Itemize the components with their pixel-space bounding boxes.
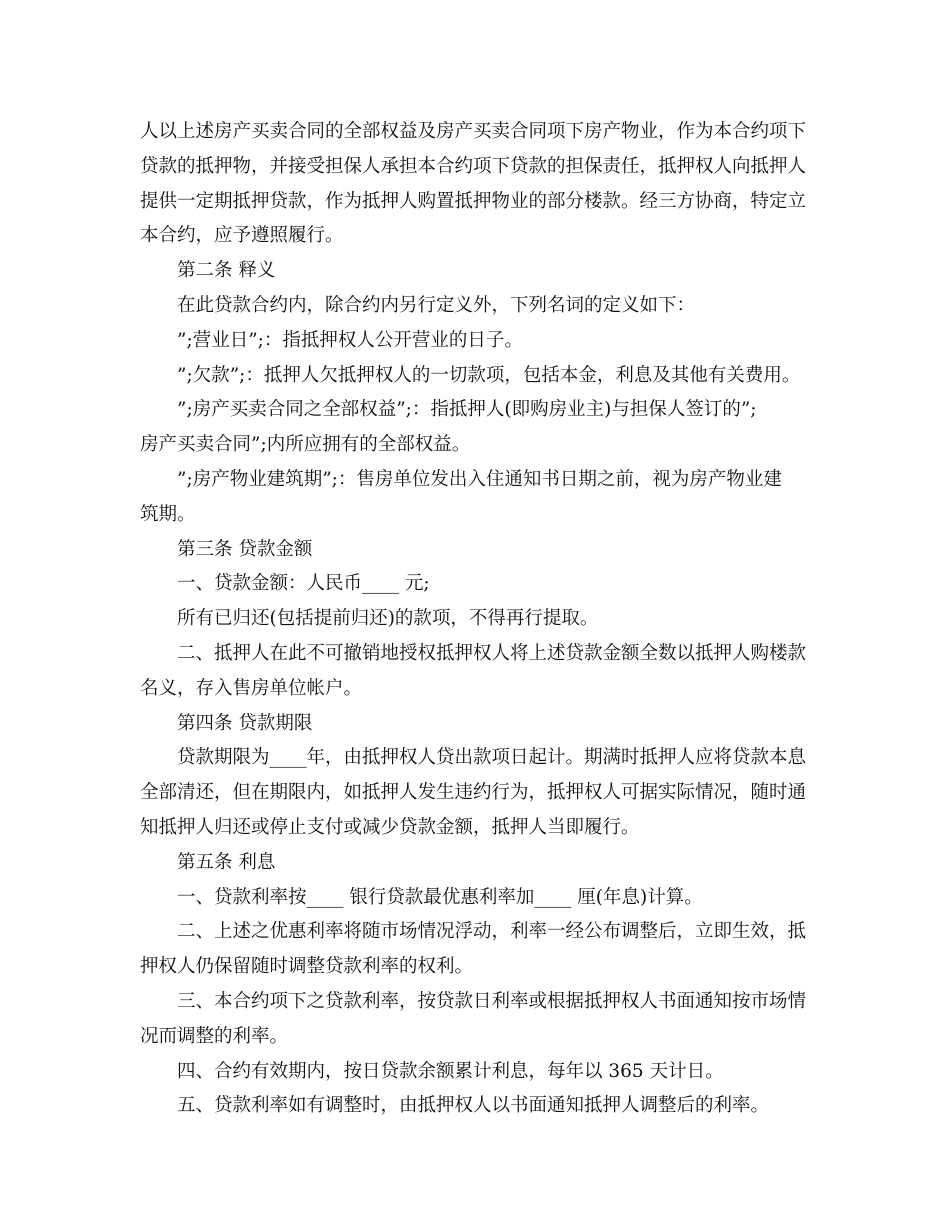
text-line: 三、本合约项下之贷款利率，按贷款日利率或根据抵押权人书面通知按市场情 <box>177 990 807 1012</box>
text-line: 贷款期限为____年，由抵押权人贷出款项日起计。期满时抵押人应将贷款本息 <box>177 747 807 769</box>
text-line: 第二条 释义 <box>177 260 276 282</box>
text-line: 一、贷款金额：人民币____ 元; <box>177 573 430 595</box>
text-line: 二、抵押人在此不可撤销地授权抵押权人将上述贷款金额全数以抵押人购楼款 <box>177 642 807 664</box>
document-body <box>140 115 820 1124</box>
text-line: 所有已归还(包括提前归还)的款项，不得再行提取。 <box>177 608 599 630</box>
text-line: 况而调整的利率。 <box>140 1025 289 1047</box>
text-line: 二、上述之优惠利率将随市场情况浮动，利率一经公布调整后，立即生效，抵 <box>177 921 807 943</box>
text-line: 第四条 贷款期限 <box>177 712 313 734</box>
text-line: ”;房产买卖合同之全部权益”;：指抵押人(即购房业主)与担保人签订的”; <box>177 399 757 421</box>
text-line: ”;营业日”;：指抵押权人公开营业的日子。 <box>177 329 523 351</box>
text-line: 提供一定期抵押贷款，作为抵押人购置抵押物业的部分楼款。经三方协商，特定立 <box>140 190 807 212</box>
text-line: 五、贷款利率如有调整时，由抵押权人以书面通知抵押人调整后的利率。 <box>177 1095 770 1117</box>
text-line: ”;欠款”;：抵押人欠抵押权人的一切款项，包括本金，利息及其他有关费用。 <box>177 364 801 386</box>
text-line: 房产买卖合同”;内所应拥有的全部权益。 <box>140 434 471 456</box>
text-line: ”;房产物业建筑期”;：售房单位发出入住通知书日期之前，视为房产物业建 <box>177 468 782 490</box>
text-line: 四、合约有效期内，按日贷款余额累计利息，每年以 365 天计日。 <box>177 1060 724 1082</box>
text-line: 一、贷款利率按____ 银行贷款最优惠利率加____ 厘(年息)计算。 <box>177 886 703 908</box>
text-line: 本合约，应予遵照履行。 <box>140 225 344 247</box>
text-line: 第三条 贷款金额 <box>177 538 313 560</box>
text-line: 筑期。 <box>140 503 196 525</box>
text-line: 全部清还，但在期限内，如抵押人发生违约行为，抵押权人可据实际情况，随时通 <box>140 782 807 804</box>
text-line: 第五条 利息 <box>177 851 276 873</box>
text-line: 贷款的抵押物，并接受担保人承担本合约项下贷款的担保责任，抵押权人向抵押人 <box>140 155 807 177</box>
text-line: 知抵押人归还或停止支付或减少贷款金额，抵押人当即履行。 <box>140 816 640 838</box>
text-line: 人以上述房产买卖合同的全部权益及房产买卖合同项下房产物业，作为本合约项下 <box>140 121 807 142</box>
text-line: 名义，存入售房单位帐户。 <box>140 677 363 699</box>
text-line: 在此贷款合约内，除合约内另行定义外，下列名词的定义如下： <box>177 294 696 316</box>
text-line: 押权人仍保留随时调整贷款利率的权利。 <box>140 956 474 978</box>
